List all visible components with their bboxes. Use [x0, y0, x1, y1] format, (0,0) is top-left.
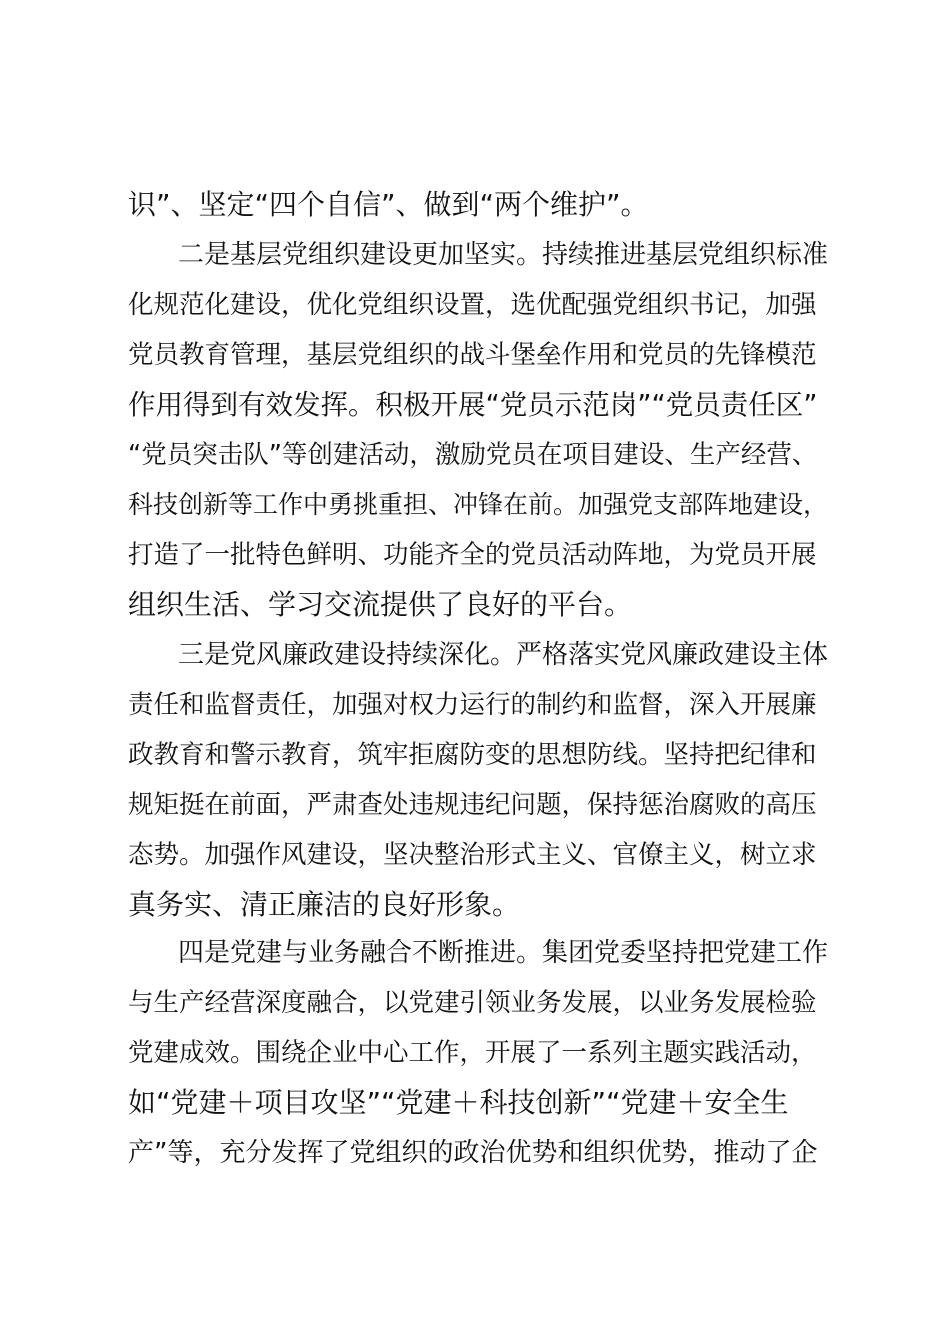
text-line: 如“党建＋项目攻坚”“党建＋科技创新”“党建＋安全生	[128, 1086, 789, 1119]
text-line: 政教育和警示教育，筑牢拒腐防变的思想防线。坚持把纪律和	[128, 740, 817, 770]
text-line: 化规范化建设，优化党组织设置，选优配强党组织书记，加强	[128, 290, 817, 320]
paragraph-heading-line: 三是党风廉政建设持续深化。严格落实党风廉政建设主体	[178, 640, 829, 670]
text-line: 与生产经营深度融合，以党建引领业务发展，以业务发展检验	[128, 988, 817, 1018]
text-line: “党员突击队”等创建活动，激励党员在项目建设、生产经营、	[128, 440, 818, 470]
text-line: 打造了一批特色鲜明、功能齐全的党员活动阵地，为党员开展	[128, 540, 817, 570]
text-line: 真务实、清正廉洁的良好形象。	[128, 888, 521, 921]
text-line: 规矩挺在前面，严肃查处违规违纪问题，保持惩治腐败的高压	[128, 790, 817, 820]
text-line: 科技创新等工作中勇挑重担、冲锋在前。加强党支部阵地建设，	[128, 490, 829, 519]
text-line: 态势。加强作风建设，坚决整治形式主义、官僚主义，树立求	[128, 840, 817, 870]
text-line: 党建成效。围绕企业中心工作，开展了一系列主题实践活动，	[128, 1038, 817, 1068]
text-line: 责任和监督责任，加强对权力运行的制约和监督，深入开展廉	[128, 690, 817, 720]
text-line: 党员教育管理，基层党组织的战斗堡垒作用和党员的先锋模范	[128, 340, 817, 370]
text-line: 识”、坚定“四个自信”、做到“两个维护”。	[128, 188, 649, 221]
text-line: 产”等，充分发挥了党组织的政治优势和组织优势，推动了企	[128, 1138, 818, 1168]
text-line: 作用得到有效发挥。积极开展“党员示范岗”“党员责任区”	[128, 389, 818, 421]
paragraph-heading-line: 二是基层党组织建设更加坚实。持续推进基层党组织标准	[178, 240, 829, 270]
text-line: 组织生活、学习交流提供了良好的平台。	[128, 588, 633, 621]
paragraph-heading-line: 四是党建与业务融合不断推进。集团党委坚持把党建工作	[178, 938, 829, 968]
